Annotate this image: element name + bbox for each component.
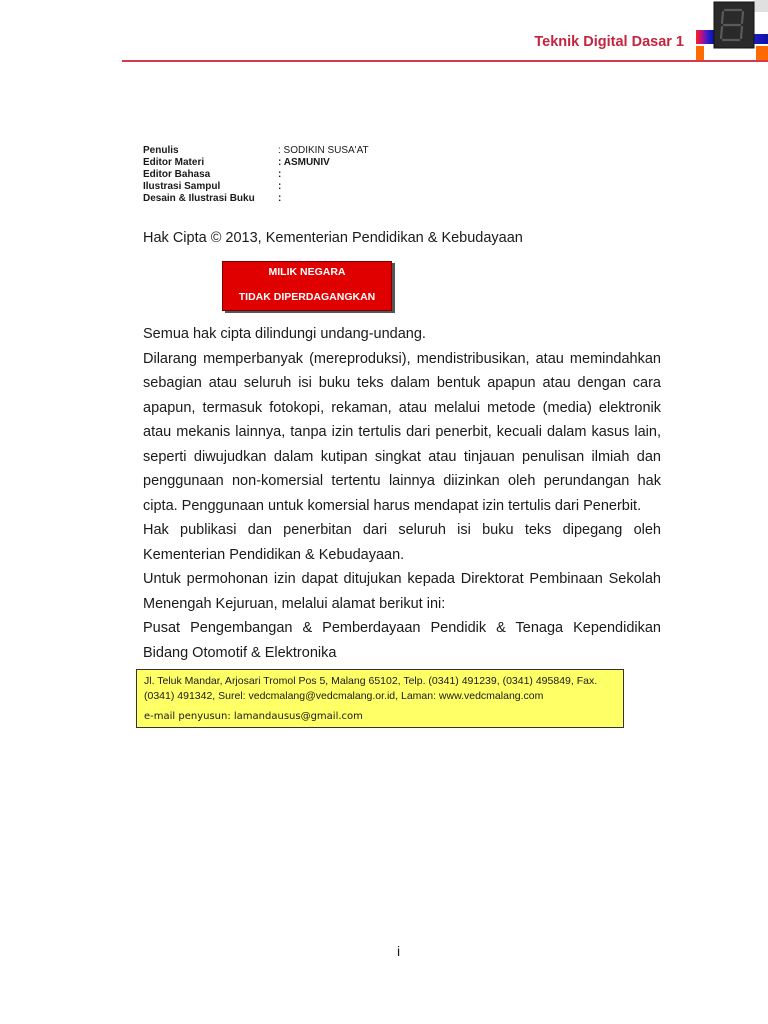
address-box — [136, 669, 624, 728]
seven-segment-display-icon — [696, 0, 768, 60]
author-email: e-mail penyusun: lamandausus@gmail.com — [144, 711, 363, 722]
credit-label: Editor Materi — [143, 157, 205, 168]
rights-paragraph: Semua hak cipta dilindungi undang-undang. — [143, 326, 426, 342]
copyright-notice: Hak Cipta © 2013, Kementerian Pendidikan & Kebudayaan — [143, 230, 523, 246]
stamp-line-1: MILIK NEGARA — [268, 266, 346, 278]
running-header-title: Teknik Digital Dasar 1 — [534, 34, 684, 50]
credit-value: : ASMUNIV — [278, 157, 330, 168]
credit-value: : — [278, 181, 282, 192]
stamp-line-2: TIDAK DIPERDAGANGKAN — [238, 291, 376, 303]
rights-paragraph: Untuk permohonan izin dapat ditujukan kepada Direktorat Pembinaan Sekolah Menengah Kejuruan, melalui alamat berikut ini: — [143, 571, 661, 612]
address-text: Jl. Teluk Mandar, Arjosari Tromol Pos 5, Malang 65102, Telp. (0341) 491239, (0341) 495849, Fax. (0341) 491342, Surel: vedcmalang@vedcmalang.or.id, Laman: www.vedcmalang.com — [144, 675, 598, 702]
credit-label: Ilustrasi Sampul — [143, 181, 221, 192]
not-for-sale-stamp — [222, 261, 392, 311]
credit-label: Editor Bahasa — [143, 169, 211, 180]
rights-paragraph: Hak publikasi dan penerbitan dari seluruh isi buku teks dipegang oleh Kementerian Pendidikan & Kebudayaan. — [143, 522, 661, 563]
rights-text — [143, 322, 661, 665]
credit-value: : — [278, 169, 282, 180]
rights-paragraph: Pusat Pengembangan & Pemberdayaan Pendidik & Tenaga Kependidikan Bidang Otomotif & Elektronika — [143, 620, 661, 661]
credit-label: Penulis — [143, 145, 179, 156]
header-divider — [122, 60, 768, 62]
credit-value: : — [278, 193, 282, 204]
rights-paragraph: Dilarang memperbanyak (mereproduksi), mendistribusikan, atau memindahkan sebagian atau seluruh isi buku teks dalam bentuk apapun atau dengan cara apapun, termasuk fotokopi, rekaman, atau melalui metode (media) elektronik atau mekanis lainnya, tanpa izin tertulis dari penerbit, kecuali dalam kasus lain, seperti diwujudkan dalam kutipan singkat atau tinjauan penulisan ilmiah dan penggunaan non-komersial tertentu lainnya diizinkan oleh perundangan hak cipta. Penggunaan untuk komersial harus mendapat izin tertulis dari Penerbit. — [143, 350, 661, 514]
page-number: i — [397, 943, 401, 959]
credit-value: : SODIKIN SUSA'AT — [278, 145, 369, 156]
credit-label: Desain & Ilustrasi Buku — [143, 193, 255, 204]
